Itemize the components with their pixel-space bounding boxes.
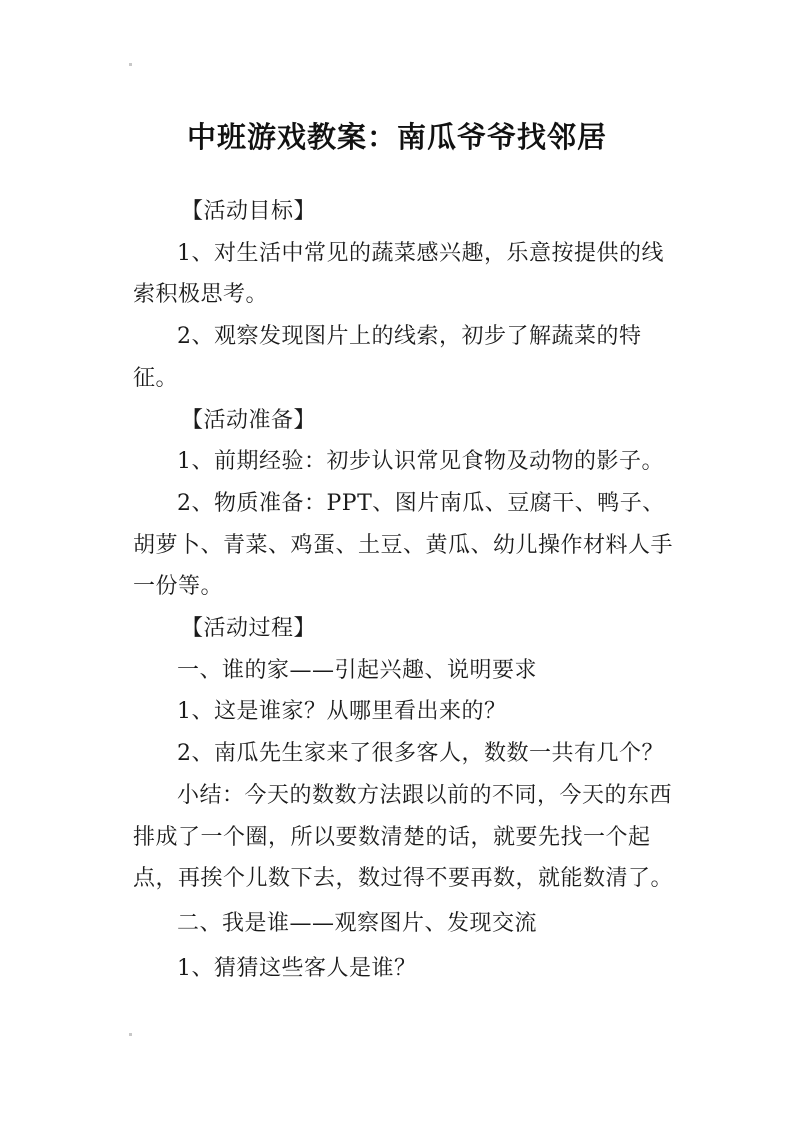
paragraph: 1、对生活中常见的蔬菜感兴趣，乐意按提供的线索积极思考。 xyxy=(133,240,664,308)
paragraph: 2、观察发现图片上的线索，初步了解蔬菜的特征。 xyxy=(133,324,642,391)
paragraph: 1、这是谁家？从哪里看出来的？ xyxy=(177,699,507,725)
page-title: 中班游戏教案：南瓜爷爷找邻居 xyxy=(186,120,607,155)
paragraph: 1、猜猜这些客人是谁？ xyxy=(177,955,417,981)
paragraph: 2、物质准备：PPT、图片南瓜、豆腐干、鸭子、胡萝卜、青菜、鸡蛋、土豆、黄瓜、幼儿操作材料人手一份等。 xyxy=(133,490,674,600)
paragraph: 1、前期经验：初步认识常见食物及动物的影子。 xyxy=(177,449,664,475)
page-corner-mark xyxy=(129,1033,132,1036)
paragraph: 二、我是谁——观察图片、发现交流 xyxy=(177,910,538,936)
document-body xyxy=(133,191,673,989)
section-heading-preparation: 【活动准备】 xyxy=(181,407,317,433)
paragraph: 一、谁的家——引起兴趣、说明要求 xyxy=(177,657,538,683)
page-corner-mark xyxy=(129,63,132,66)
paragraph: 2、南瓜先生家来了很多客人，数数一共有几个？ xyxy=(177,741,664,767)
paragraph: 小结：今天的数数方法跟以前的不同，今天的东西排成了一个圈，所以要数清楚的话，就要先找一个起点，再挨个儿数下去，数过得不要再数，就能数清了。 xyxy=(133,782,674,892)
section-heading-goals: 【活动目标】 xyxy=(181,199,317,224)
section-heading-process: 【活动过程】 xyxy=(181,616,317,642)
